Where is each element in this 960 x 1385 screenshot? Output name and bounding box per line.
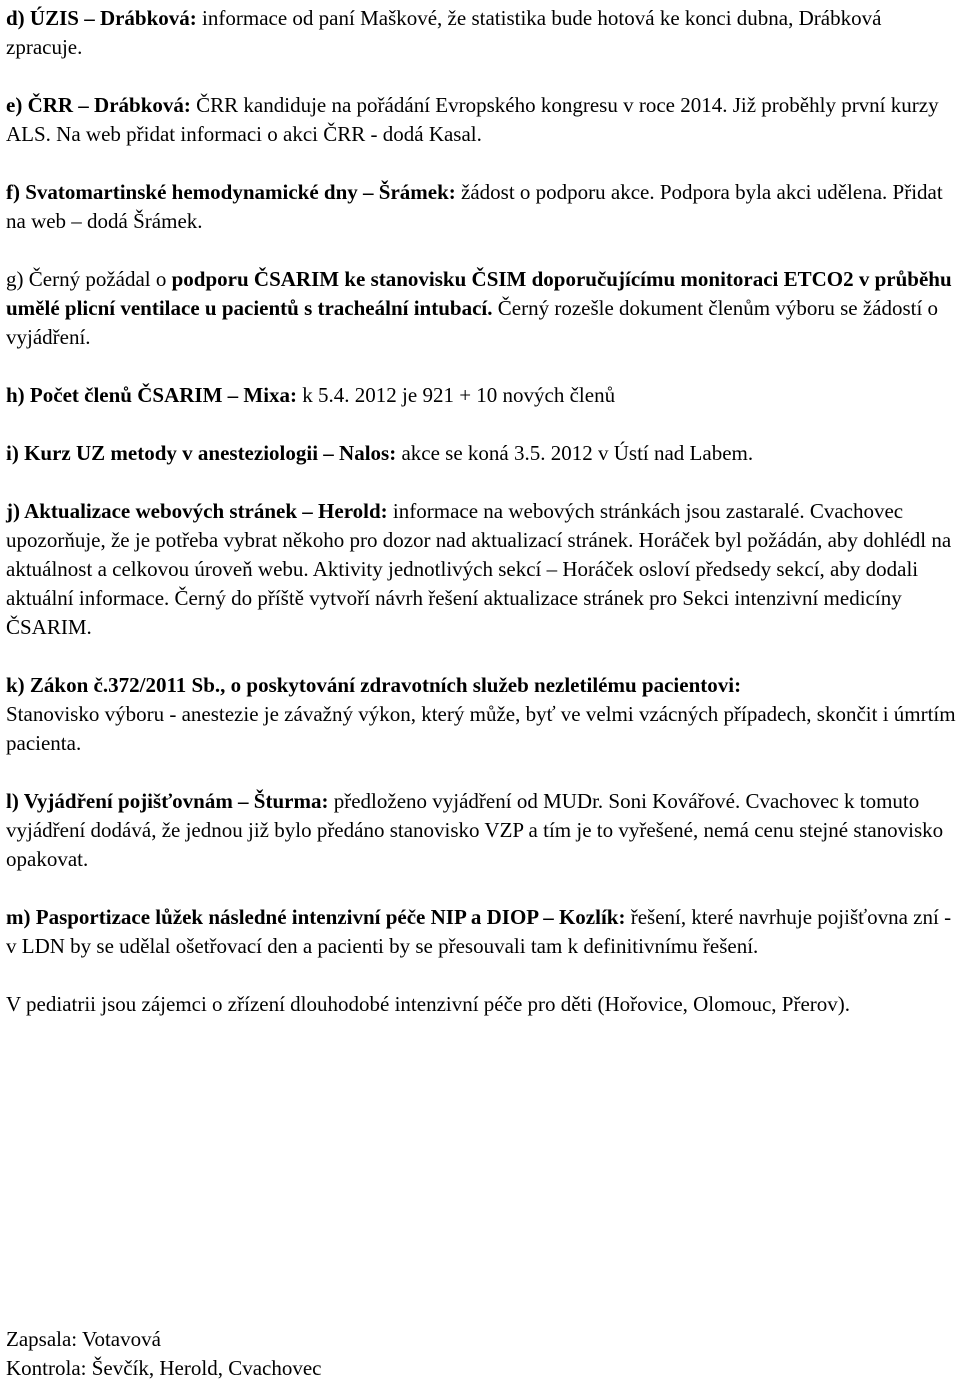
agenda-item-e-heading: e) ČRR – Drábková: [6,93,191,117]
minutes-footer [6,1325,960,1383]
agenda-item-g-bold: podporu ČSARIM ke stanovisku ČSIM doporučujícímu monitoraci ETCO2 v průběhu umělé plicní ventilace u pacientů s tracheální intubací. [6,267,952,320]
pediatric-note [6,990,960,1019]
minutes-document [6,4,960,1048]
checked-by: Kontrola: Ševčík, Herold, Cvachovec [6,1356,322,1380]
agenda-item-d-text: informace od paní Maškové, že statistika bude hotová ke konci dubna, Drábková zpracuje. [6,6,882,59]
agenda-item-i-heading: i) Kurz UZ metody v anesteziologii – Nalos: [6,441,397,465]
agenda-item-k-heading-rest: , o poskytování zdravotních služeb nezletilému pacientovi: [220,673,742,697]
agenda-item-h-text: k 5.4. 2012 je 921 + 10 nových členů [297,383,616,407]
agenda-item-d [6,4,960,62]
agenda-item-f [6,178,960,236]
agenda-item-h [6,381,960,410]
agenda-item-e-text: ČRR kandiduje na pořádání Evropského kongresu v roce 2014. Již proběhly první kurzy ALS. Na web přidat informaci o akci ČRR - dodá Kasal. [6,93,939,146]
agenda-item-g-text: Černý rozešle dokument členům výboru se žádostí o vyjádření. [6,296,939,349]
agenda-item-k-text: Stanovisko výboru - anestezie je závažný výkon, který může, byť ve velmi vzácných případech, skončit i úmrtím pacienta. [6,702,956,755]
agenda-item-e [6,91,960,149]
agenda-item-m-heading: m) Pasportizace lůžek následné intenzivní péče NIP a DIOP – Kozlík: [6,905,626,929]
agenda-item-m [6,903,960,961]
agenda-item-j-heading: j) Aktualizace webových stránek – Herold: [6,499,388,523]
agenda-item-g-paragraph [6,265,960,352]
agenda-item-h-paragraph [6,381,960,410]
agenda-item-i [6,439,960,468]
agenda-item-j-text: informace na webových stránkách jsou zastaralé. Cvachovec upozorňuje, že je potřeba vybrat někoho pro dozor nad aktualizací stránek. Horáček byl požádán, aby dohlédl na aktuálnost a celkovou úroveň webu. Aktivity jednotlivých sekcí – Horáček osloví předsedy sekcí, aby dodali aktuální informace. Černý do příště vytvoří návrh řešení aktualizace stránek pro Sekci intenzivní medicíny ČSARIM. [6,499,952,639]
agenda-item-i-text: akce se koná 3.5. 2012 v Ústí nad Labem. [396,441,754,465]
recorded-by: Zapsala: Votavová [6,1327,161,1351]
agenda-item-l [6,787,960,874]
agenda-item-k [6,671,960,758]
pediatric-note-text: V pediatrii jsou zájemci o zřízení dlouhodobé intenzivní péče pro děti (Hořovice, Olomouc, Přerov). [6,992,851,1016]
agenda-item-i-paragraph [6,439,960,468]
agenda-item-e-paragraph [6,91,960,149]
agenda-item-g-lead: g) Černý požádal o [6,267,172,291]
agenda-item-k-heading-line [6,671,960,700]
agenda-item-l-heading: l) Vyjádření pojišťovnám – Šturma: [6,789,329,813]
agenda-item-m-paragraph [6,903,960,961]
agenda-item-j-paragraph [6,497,960,642]
agenda-item-f-heading: f) Svatomartinské hemodynamické dny – Šrámek: [6,180,456,204]
agenda-item-f-paragraph [6,178,960,236]
agenda-item-h-heading: h) Počet členů ČSARIM – Mixa: [6,383,298,407]
agenda-item-g [6,265,960,352]
agenda-item-l-text: předloženo vyjádření od MUDr. Soni Kovářové. Cvachovec k tomuto vyjádření dodává, že jednou již bylo předáno stanovisko VZP a tím je to vyřešené, nemá cenu stejné stanovisko opakovat. [6,789,944,871]
agenda-item-f-text: žádost o podporu akce. Podpora byla akci udělena. Přidat na web – dodá Šrámek. [6,180,943,233]
agenda-item-m-text: řešení, které navrhuje pojišťovna zní - v LDN by se udělal ošetřovací den a pacienti by se přesouvali tam k definitivnímu řešení. [6,905,952,958]
agenda-item-k-heading: k) Zákon č.372/2011 Sb. [6,673,221,697]
agenda-item-d-paragraph [6,4,960,62]
agenda-item-j [6,497,960,642]
agenda-item-l-paragraph [6,787,960,874]
agenda-item-d-heading: d) ÚZIS – Drábková: [6,6,197,30]
